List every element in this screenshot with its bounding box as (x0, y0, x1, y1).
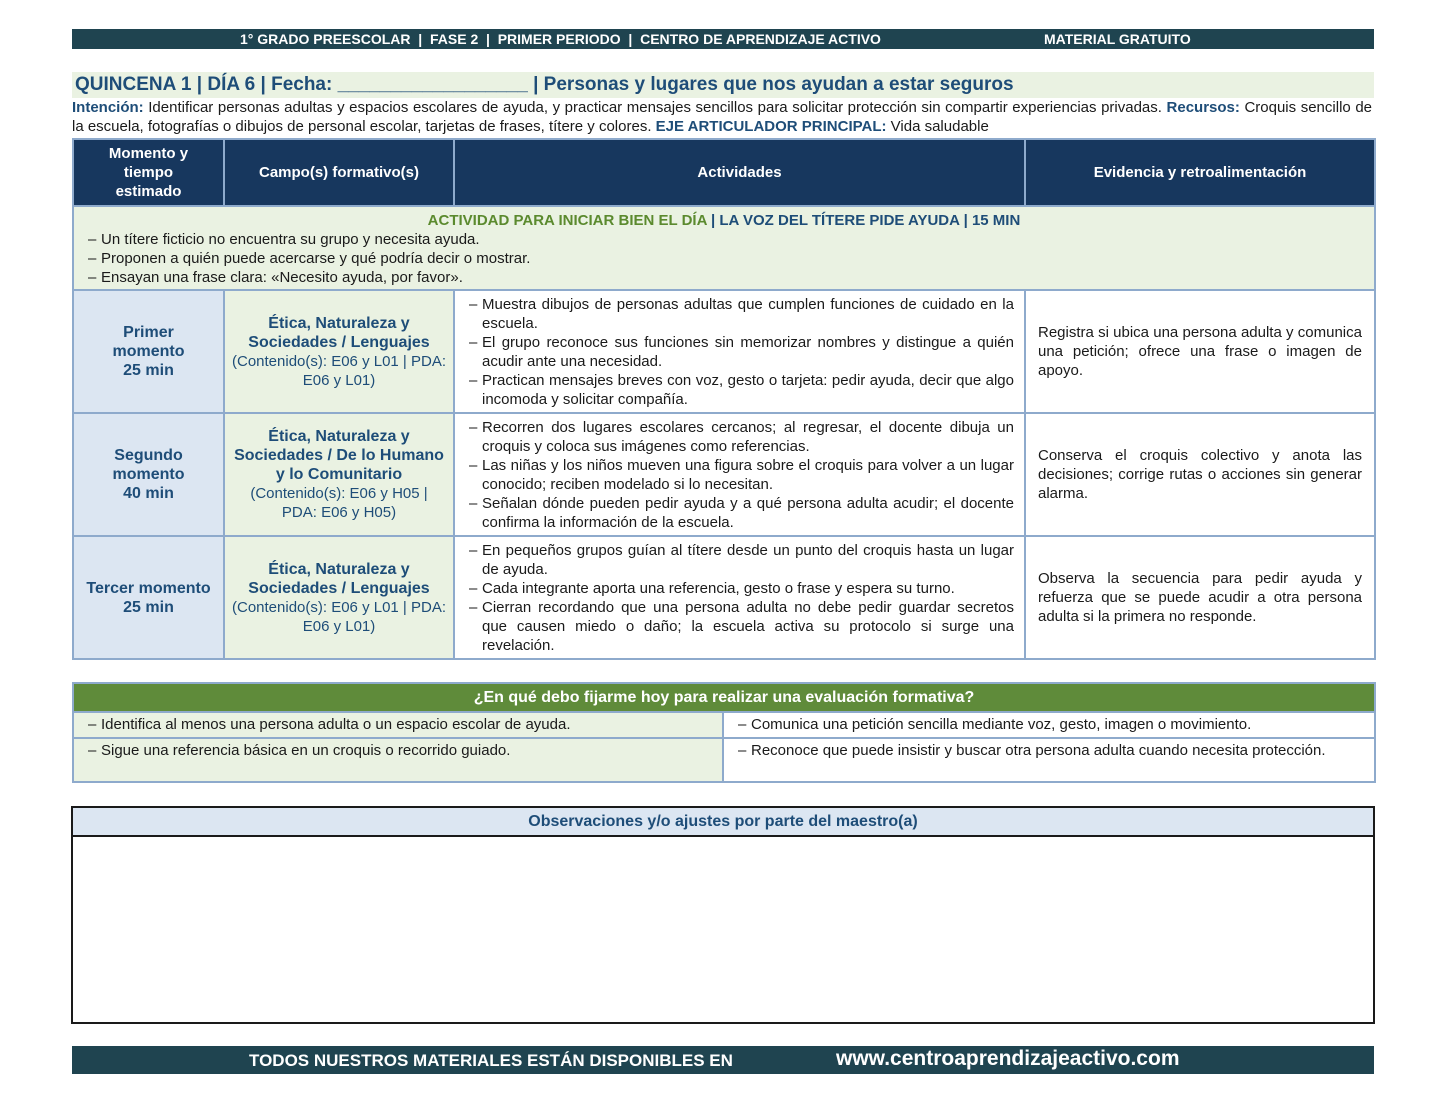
activities-cell (454, 536, 1025, 659)
intent-label: Intención: (72, 99, 144, 116)
campo-contenido: (Contenido(s): E06 y L01 | PDA: E06 y L01) (232, 598, 446, 635)
list-item: – Reconoce que puede insistir y buscar otra persona adulta cuando necesita protección. (738, 741, 1360, 760)
list-item: – Proponen a quién puede acercarse y qué podría decir o mostrar. (88, 249, 1360, 268)
planning-table (72, 138, 1376, 660)
moment-label: Segundo (114, 447, 183, 464)
intent-paragraph (72, 98, 1372, 136)
header-evidencia: Evidencia y retroalimentación (1025, 139, 1375, 206)
evaluation-title: ¿En qué debo fijarme hoy para realizar una evaluación formativa? (73, 683, 1375, 712)
header-actividades: Actividades (454, 139, 1025, 206)
campo-name: Ética, Naturaleza y Sociedades / Lenguajes (248, 560, 430, 597)
list-item: – Recorren dos lugares escolares cercanos; al regresar, el docente dibuja un croquis y coloca sus imágenes como referencias. (469, 418, 1014, 456)
footer-url[interactable]: www.centroaprendizajeactivo.com (836, 1047, 1180, 1070)
list-item: – Ensayan una frase clara: «Necesito ayuda, por favor». (88, 268, 1360, 287)
list-item: – Practican mensajes breves con voz, gesto o tarjeta: pedir ayuda, decir que algo incomoda y solicitar compañía. (469, 371, 1014, 409)
activities-cell (454, 290, 1025, 413)
moment-time: 25 min (123, 598, 174, 616)
header-material-label: MATERIAL GRATUITO (1044, 31, 1191, 47)
moment-cell (73, 413, 224, 536)
campo-contenido: (Contenido(s): E06 y H05 | PDA: E06 y H05) (250, 485, 428, 521)
resources-label: Recursos: (1166, 99, 1240, 116)
eje-text: Vida saludable (886, 118, 989, 135)
list-item: – Cierran recordando que una persona adulta no debe pedir guardar secretos que causen miedo o daño; la escuela activa su protocolo si surge una revelación. (469, 598, 1014, 655)
evaluation-table (72, 682, 1376, 783)
inicio-title (88, 211, 1360, 230)
list-item: – En pequeños grupos guían al títere desde un punto del croquis hasta un lugar de ayuda. (469, 541, 1014, 579)
inicio-list (88, 230, 1360, 287)
header-moment: Momento y tiempo estimado (73, 139, 224, 206)
header-info: 1° GRADO PREESCOLAR | FASE 2 | PRIMER PERIODO | CENTRO DE APRENDIZAJE ACTIVO (240, 31, 881, 47)
evaluation-item-cell (723, 738, 1375, 782)
activities-list (469, 541, 1014, 655)
moment-label-2: momento (112, 466, 185, 483)
list-item: – Sigue una referencia básica en un croquis o recorrido guiado. (88, 741, 708, 760)
list-item: – El grupo reconoce sus funciones sin memorizar nombres y distingue a quién acudir ante una necesidad. (469, 333, 1014, 371)
table-row (73, 290, 1375, 413)
evidence-cell: Conserva el croquis colectivo y anota las decisiones; corrige rutas o acciones sin generar alarma. (1025, 413, 1375, 536)
inicio-title-rest: | LA VOZ DEL TÍTERE PIDE AYUDA | 15 MIN (706, 212, 1021, 229)
evidence-cell: Registra si ubica una persona adulta y comunica una petición; ofrece una frase o imagen de apoyo. (1025, 290, 1375, 413)
evaluation-item-cell (73, 712, 723, 738)
eje-label: EJE ARTICULADOR PRINCIPAL: (655, 118, 887, 135)
inicio-title-green: ACTIVIDAD PARA INICIAR BIEN EL DÍA (427, 212, 707, 229)
inicio-row (73, 206, 1375, 290)
footer-bar (72, 1046, 1374, 1074)
table-row (73, 536, 1375, 659)
top-header-bar (72, 29, 1374, 49)
page-title: QUINCENA 1 | DÍA 6 | Fecha: __________________ | Personas y lugares que nos ayudan a estar seguros (75, 74, 1014, 95)
observations-box (71, 806, 1375, 1024)
campo-name: Ética, Naturaleza y Sociedades / Lenguajes (248, 314, 430, 351)
intent-text: Identificar personas adultas y espacios escolares de ayuda, y practicar mensajes sencillos para solicitar protección sin compartir experiencias privadas. (143, 99, 1167, 116)
moment-label: Tercer momento (86, 579, 211, 597)
moment-cell (73, 536, 224, 659)
campo-cell (224, 290, 454, 413)
activities-list (469, 418, 1014, 532)
activities-list (469, 295, 1014, 409)
moment-time: 25 min (123, 362, 174, 379)
list-item: – Cada integrante aporta una referencia, gesto o frase y espera su turno. (469, 579, 1014, 598)
moment-cell (73, 290, 224, 413)
footer-text: TODOS NUESTROS MATERIALES ESTÁN DISPONIBLES EN (249, 1051, 733, 1070)
table-header-row (73, 139, 1375, 206)
evaluation-item-cell (723, 712, 1375, 738)
inicio-cell (73, 206, 1375, 290)
evidence-cell: Observa la secuencia para pedir ayuda y refuerza que se puede acudir a otra persona adulta si la primera no responde. (1025, 536, 1375, 659)
campo-name: Ética, Naturaleza y Sociedades / De lo Humano y lo Comunitario (234, 428, 444, 483)
list-item: – Muestra dibujos de personas adultas que cumplen funciones de cuidado en la escuela. (469, 295, 1014, 333)
table-row (73, 413, 1375, 536)
list-item: – Las niñas y los niños mueven una figura sobre el croquis para volver a un lugar conocido; reciben modelado si lo necesitan. (469, 456, 1014, 494)
list-item: – Comunica una petición sencilla mediante voz, gesto, imagen o movimiento. (738, 715, 1360, 734)
evaluation-item-cell (73, 738, 723, 782)
campo-cell (224, 536, 454, 659)
moment-label: Primer (123, 324, 174, 341)
moment-label-2: momento (112, 343, 185, 360)
list-item: – Señalan dónde pueden pedir ayuda y a qué persona adulta acudir; el docente confirma la información de la escuela. (469, 494, 1014, 532)
list-item: – Un títere ficticio no encuentra su grupo y necesita ayuda. (88, 230, 1360, 249)
campo-contenido: (Contenido(s): E06 y L01 | PDA: E06 y L01) (232, 352, 446, 389)
list-item: – Identifica al menos una persona adulta o un espacio escolar de ayuda. (88, 715, 708, 734)
activities-cell (454, 413, 1025, 536)
moment-time: 40 min (123, 485, 174, 502)
observations-writing-area[interactable] (73, 837, 1373, 1022)
header-campo: Campo(s) formativo(s) (224, 139, 454, 206)
campo-cell (224, 413, 454, 536)
resources-text: Croquis sencillo de la escuela, fotografías o dibujos de personal escolar, tarjetas de frases, títere y colores. (72, 99, 1373, 135)
observations-title: Observaciones y/o ajustes por parte del maestro(a) (73, 808, 1373, 837)
